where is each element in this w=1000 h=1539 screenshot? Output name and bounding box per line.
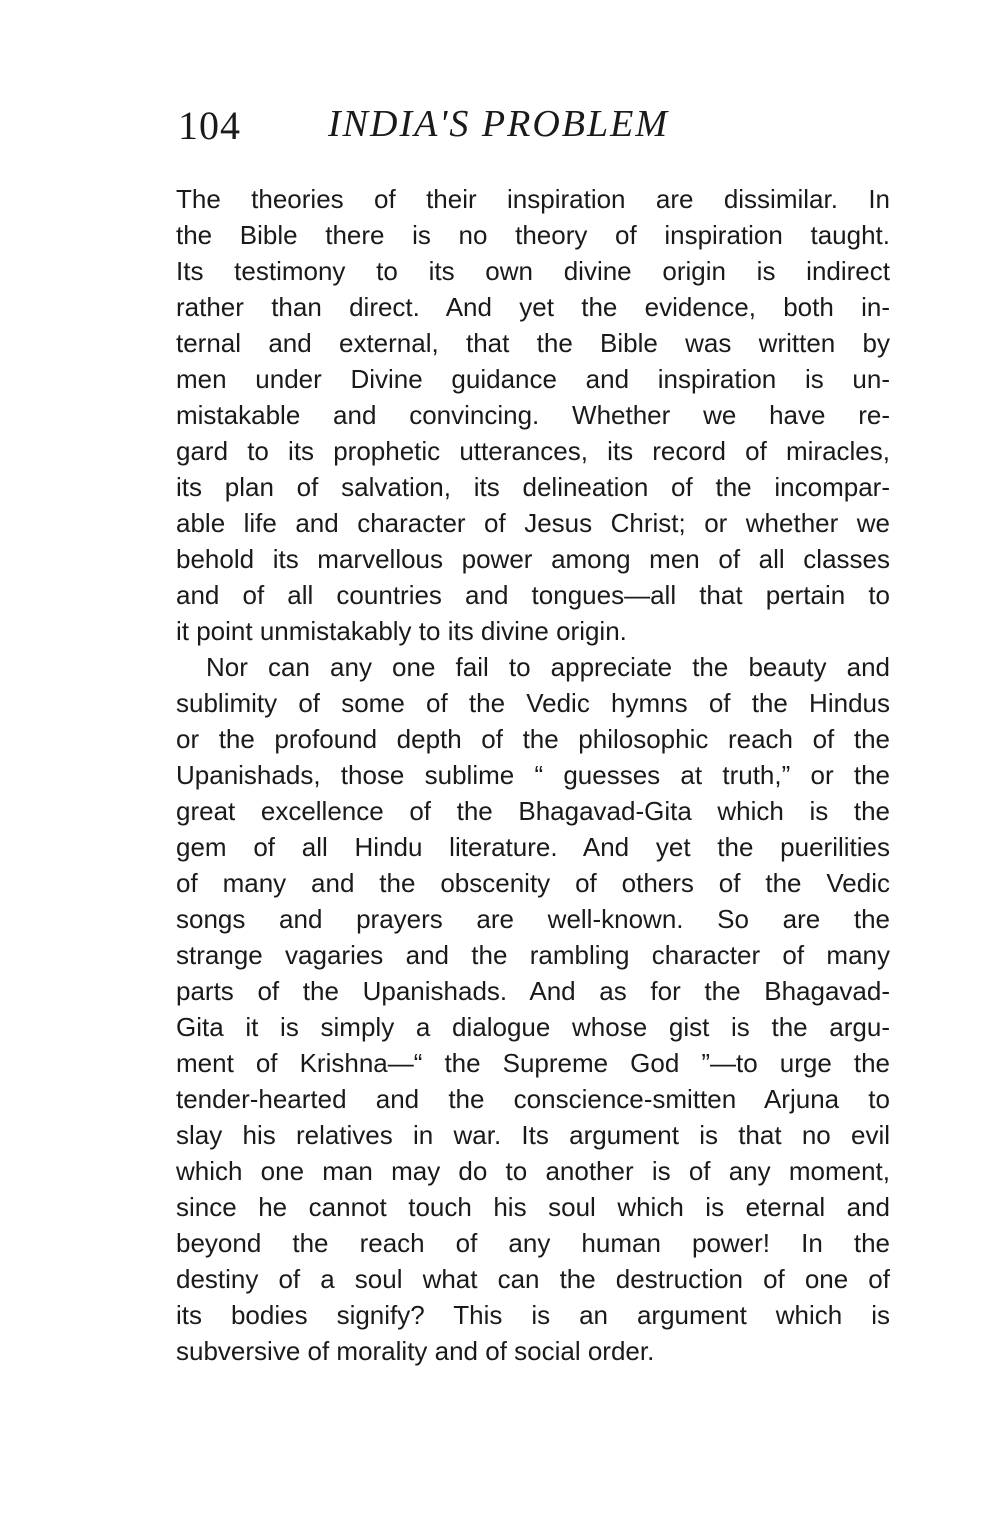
paragraph-container — [176, 181, 890, 1369]
text-line: its plan of salvation, its delineation of the incompar- — [176, 472, 890, 502]
text-line: of many and the obscenity of others of the Vedic — [176, 868, 890, 898]
text-line: which one man may do to another is of any moment, — [176, 1156, 890, 1186]
text-line: subversive of morality and of social order. — [176, 1336, 655, 1366]
paragraph — [176, 649, 890, 1369]
text-line: or the profound depth of the philosophic reach of the — [176, 724, 890, 754]
text-line: the Bible there is no theory of inspiration taught. — [176, 220, 890, 250]
body-text — [176, 181, 890, 1369]
page-number: 104 — [178, 103, 241, 148]
page-header — [178, 102, 898, 152]
text-line: ternal and external, that the Bible was written by — [176, 328, 890, 358]
text-line: parts of the Upanishads. And as for the Bhagavad- — [176, 976, 890, 1006]
paragraph — [176, 181, 890, 649]
text-line: great excellence of the Bhagavad-Gita which is the — [176, 796, 890, 826]
text-line: The theories of their inspiration are dissimilar. In — [176, 184, 890, 214]
text-line: since he cannot touch his soul which is eternal and — [176, 1192, 890, 1222]
text-line: men under Divine guidance and inspiration is un- — [176, 364, 890, 394]
text-line: behold its marvellous power among men of all classes — [176, 544, 890, 574]
text-line: mistakable and convincing. Whether we have re- — [176, 400, 890, 430]
text-line: and of all countries and tongues—all that pertain to — [176, 580, 890, 610]
text-line: slay his relatives in war. Its argument is that no evil — [176, 1120, 890, 1150]
text-line: songs and prayers are well-known. So are the — [176, 904, 890, 934]
text-line: Nor can any one fail to appreciate the beauty and — [206, 652, 890, 682]
running-title: INDIA'S PROBLEM — [328, 103, 670, 145]
text-line: beyond the reach of any human power! In the — [176, 1228, 890, 1258]
text-line: it point unmistakably to its divine origin. — [176, 616, 627, 646]
text-line: Gita it is simply a dialogue whose gist is the argu- — [176, 1012, 890, 1042]
text-line: able life and character of Jesus Christ; or whether we — [176, 508, 890, 538]
text-line: tender-hearted and the conscience-smitten Arjuna to — [176, 1084, 890, 1114]
text-line: ment of Krishna—“ the Supreme God ”—to urge the — [176, 1048, 890, 1078]
text-line: sublimity of some of the Vedic hymns of the Hindus — [176, 688, 890, 718]
text-line: gem of all Hindu literature. And yet the puerilities — [176, 832, 890, 862]
text-line: Its testimony to its own divine origin is indirect — [176, 256, 890, 286]
text-line: its bodies signify? This is an argument which is — [176, 1300, 890, 1330]
text-line: destiny of a soul what can the destruction of one of — [176, 1264, 890, 1294]
text-line: gard to its prophetic utterances, its record of miracles, — [176, 436, 890, 466]
text-line: rather than direct. And yet the evidence, both in- — [176, 292, 890, 322]
text-line: strange vagaries and the rambling character of many — [176, 940, 890, 970]
text-line: Upanishads, those sublime “ guesses at truth,” or the — [176, 760, 890, 790]
